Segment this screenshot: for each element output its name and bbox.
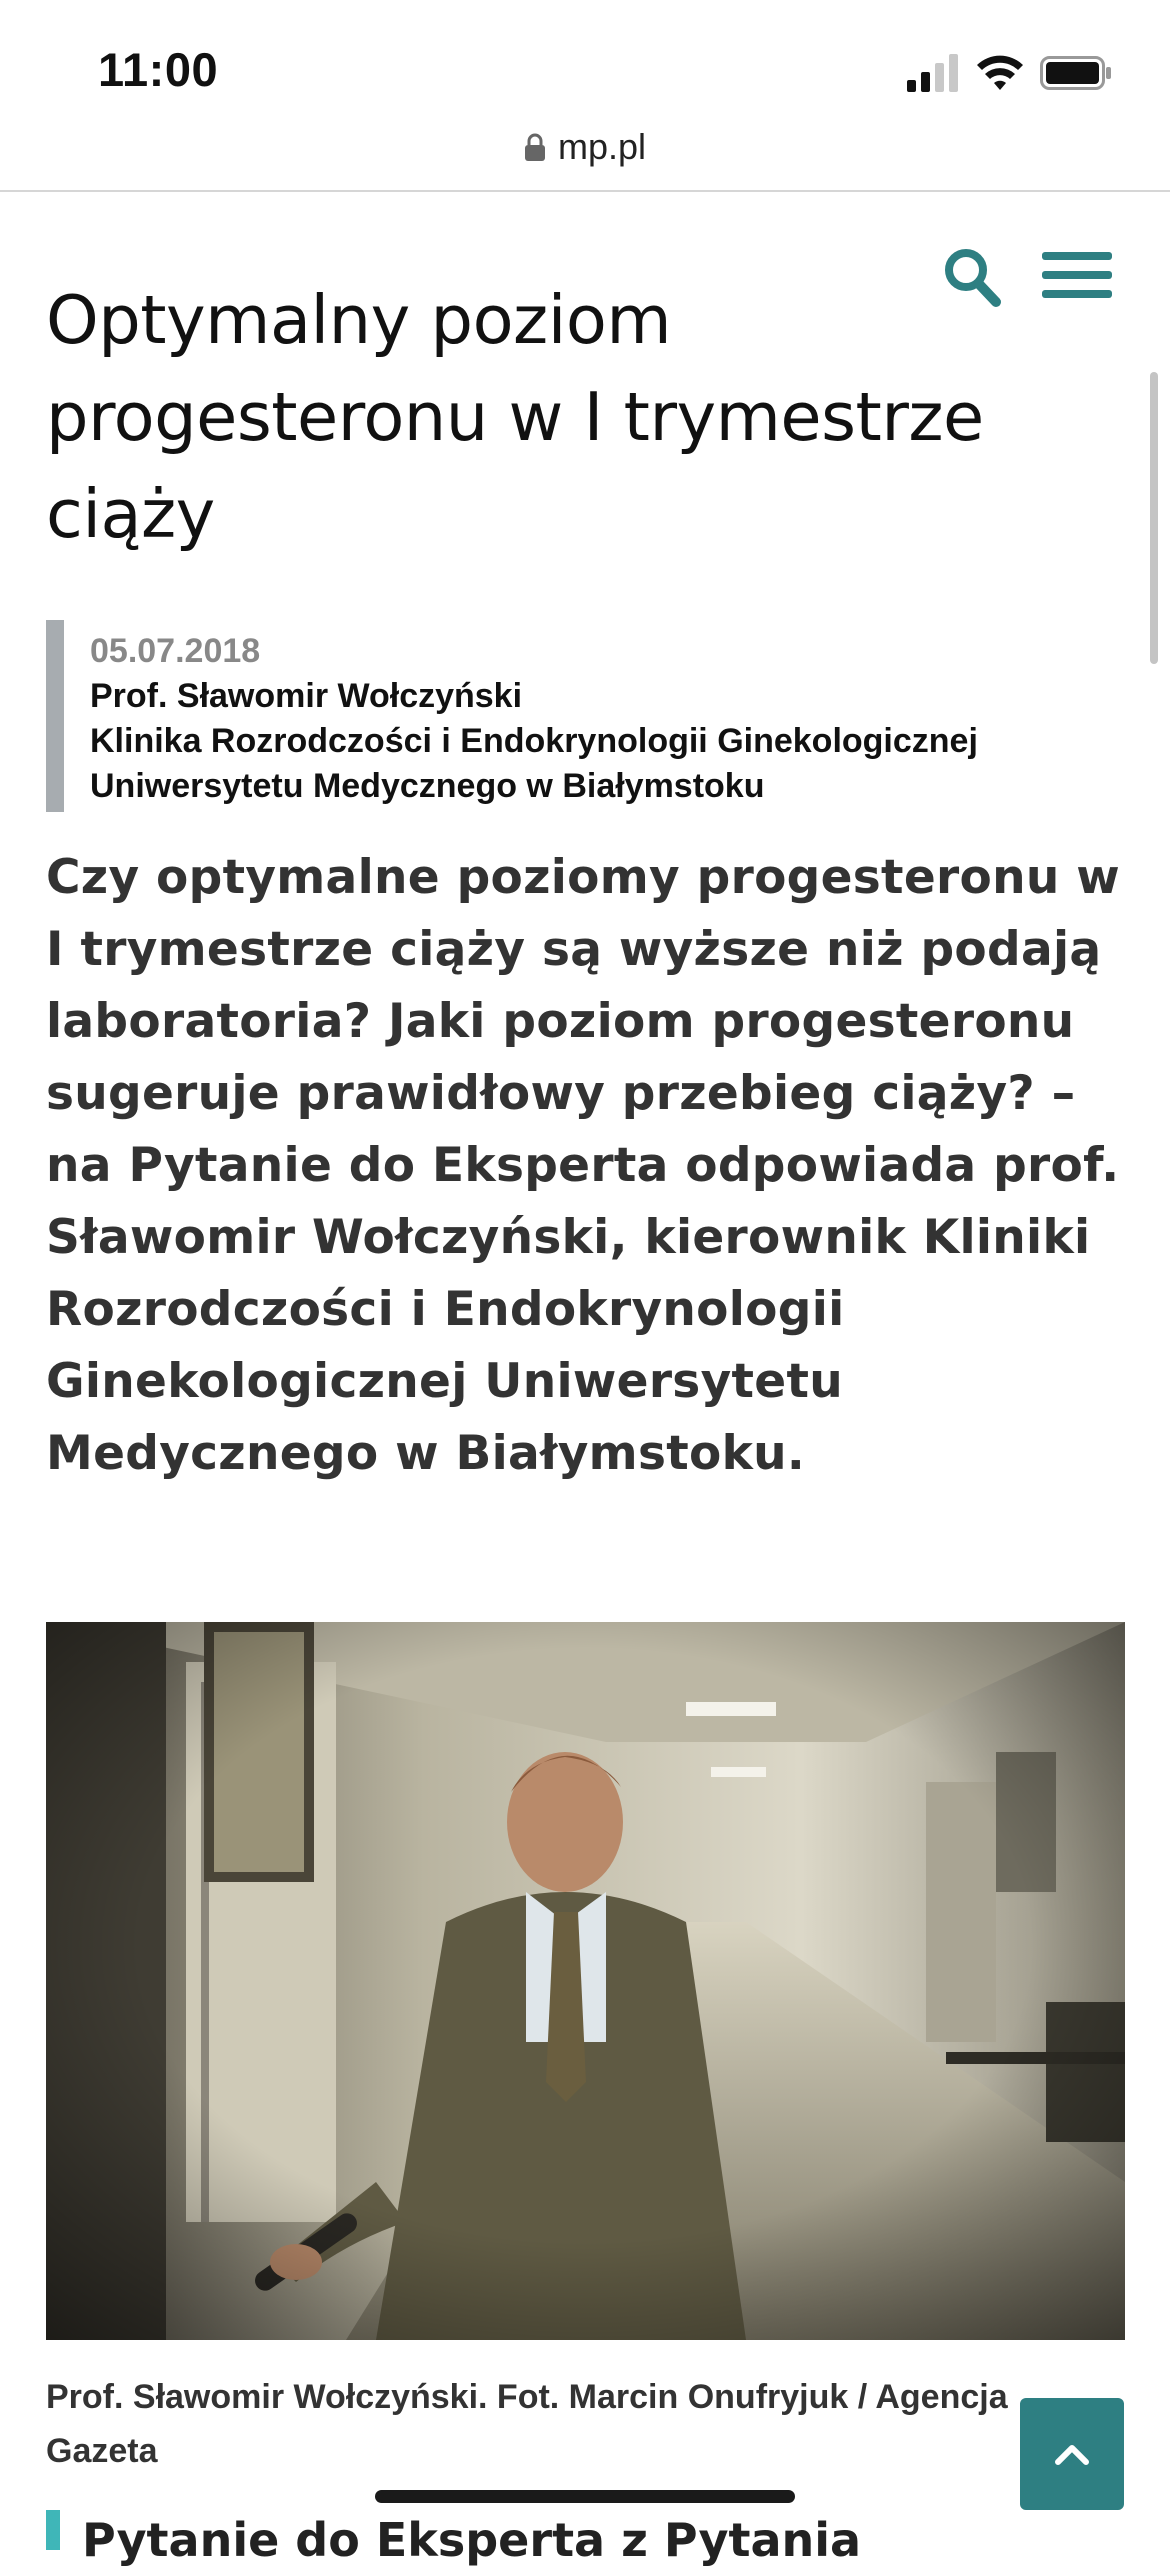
article-photo <box>46 1622 1125 2340</box>
battery-icon <box>1040 56 1112 90</box>
back-to-top-button[interactable] <box>1020 2398 1124 2510</box>
status-bar <box>0 0 1170 120</box>
home-indicator[interactable] <box>375 2490 795 2503</box>
author-affiliation-line2: Uniwersytetu Medycznego w Białymstoku <box>90 767 765 805</box>
article-author: Prof. Sławomir Wołczyński <box>90 677 523 715</box>
article-date: 05.07.2018 <box>90 632 261 670</box>
address-bar[interactable] <box>0 120 1170 192</box>
url-text: mp.pl <box>557 126 647 167</box>
article-lead: Czy optymalne poziomy progesteronu w I trymestrze ciąży są wyższe niż podają laboratoria? Jaki poziom progesteronu sugeruje prawidłowy przebieg ciąży? – na Pytanie do Eksperta odpowiada prof. Sławomir Wołczyński, kierownik Kliniki Rozrodczości i Endokrynologii Ginekologicznej Uniwersytetu Medycznego w Białymstoku. <box>46 850 1120 1481</box>
status-time: 11:00 <box>98 43 219 96</box>
address-bar-divider <box>0 190 1170 192</box>
section-heading: Pytanie do Eksperta z Pytania <box>46 2510 1096 2550</box>
wifi-icon <box>975 52 1025 92</box>
photo-caption: Prof. Sławomir Wołczyński. Fot. Marcin Onufryjuk / Agencja Gazeta <box>46 2378 1008 2470</box>
lock-icon <box>524 132 546 162</box>
chevron-up-icon <box>1055 2443 1089 2465</box>
article-title: Optymalny poziom progesteronu w I trymestrze ciąży <box>46 281 984 553</box>
signal-icon <box>905 52 959 92</box>
article-meta <box>46 620 1096 812</box>
scrollbar[interactable] <box>1150 372 1158 664</box>
author-affiliation-line1: Klinika Rozrodczości i Endokrynologii Ginekologicznej <box>90 722 978 760</box>
